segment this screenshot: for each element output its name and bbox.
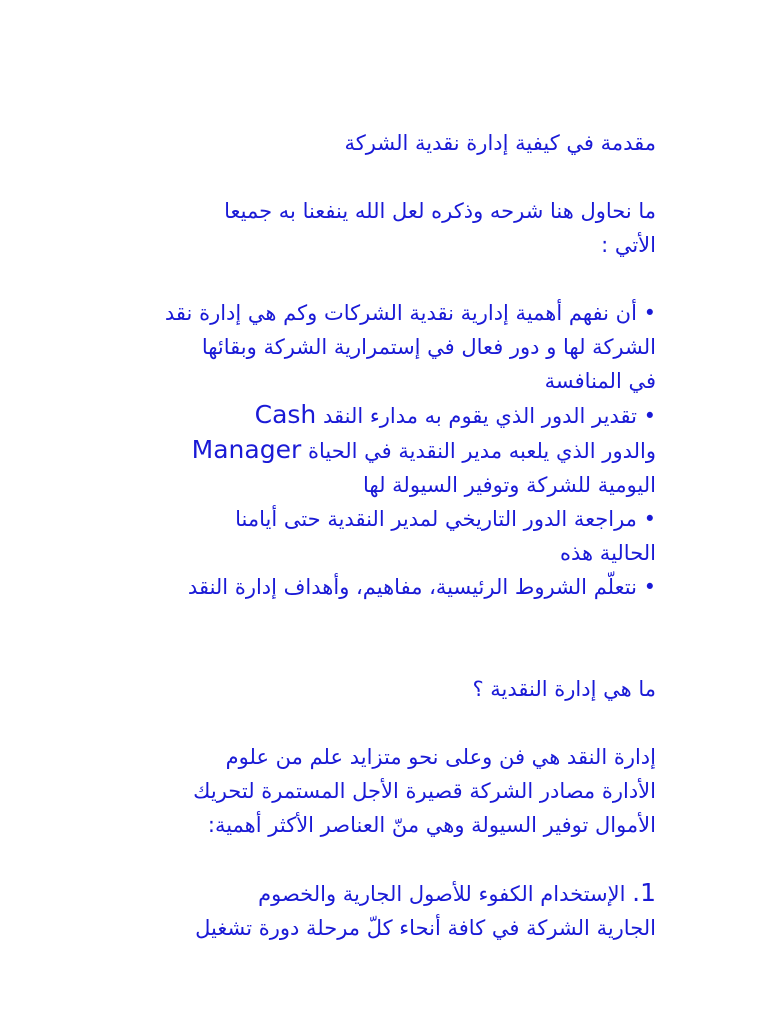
spacer (118, 160, 656, 194)
document-body (118, 126, 656, 945)
bullet-line (118, 398, 656, 433)
section-text-line: الأموال توفير السيولة وهي منّ العناصر الأكثر أهمية: (207, 813, 656, 837)
intro-heading: مقدمة في كيفية إدارة نقدية الشركة (344, 131, 656, 155)
bullet-item (118, 570, 656, 604)
bullet-line: الشركة لها و دور فعال في إستمرارية الشركة وبقائها (201, 335, 656, 359)
bullet-line: الحالية هذه (560, 541, 656, 565)
numbered-line: الجارية الشركة في كافة أنحاء كلّ مرحلة دورة تشغيل (195, 916, 656, 940)
section-text-line: الأدارة مصادر الشركة قصيرة الأجل المستمرة لتحريك (193, 779, 656, 803)
bullet-text-latin: Manager (191, 435, 302, 464)
section-heading: ما هي إدارة النقدية ؟ (472, 677, 656, 701)
bullet-line: اليومية للشركة وتوفير السيولة لها (363, 473, 656, 497)
bullet-text-latin: Cash (254, 400, 317, 429)
numbered-item (118, 876, 656, 945)
section-text-line: إدارة النقد هي فن وعلى نحو متزايد علم من علوم (225, 745, 656, 769)
bullet-text-arabic: • تقدير الدور الذي يقوم به مدارء النقد (322, 404, 656, 428)
numbered-text: الإستخدام الكفوء للأصول الجارية والخصوم (258, 882, 626, 906)
spacer (118, 604, 656, 672)
spacer (118, 842, 656, 876)
spacer (118, 706, 656, 740)
bullet-line: • أن نفهم أهمية إدارية نقدية الشركات وكم هي إدارة نقد (164, 301, 656, 325)
item-number: 1. (632, 878, 656, 907)
bullet-line: • مراجعة الدور التاريخي لمدير النقدية حتى أيامنا (235, 507, 656, 531)
bullet-item (118, 502, 656, 570)
bullet-line: • نتعلّم الشروط الرئيسية، مفاهيم، وأهداف إدارة النقد (187, 575, 656, 599)
bullet-line (118, 433, 656, 468)
bullet-text-arabic: والدور الذي يلعبه مدير النقدية في الحياة (307, 439, 656, 463)
intro-text-line: الأتي : (601, 233, 656, 257)
spacer (118, 262, 656, 296)
bullet-line: في المنافسة (544, 369, 656, 393)
numbered-line (118, 876, 656, 911)
bullet-item (118, 398, 656, 502)
intro-text-line: ما نحاول هنا شرحه وذكره لعل الله ينفعنا به جميعا (224, 199, 656, 223)
bullet-item (118, 296, 656, 398)
